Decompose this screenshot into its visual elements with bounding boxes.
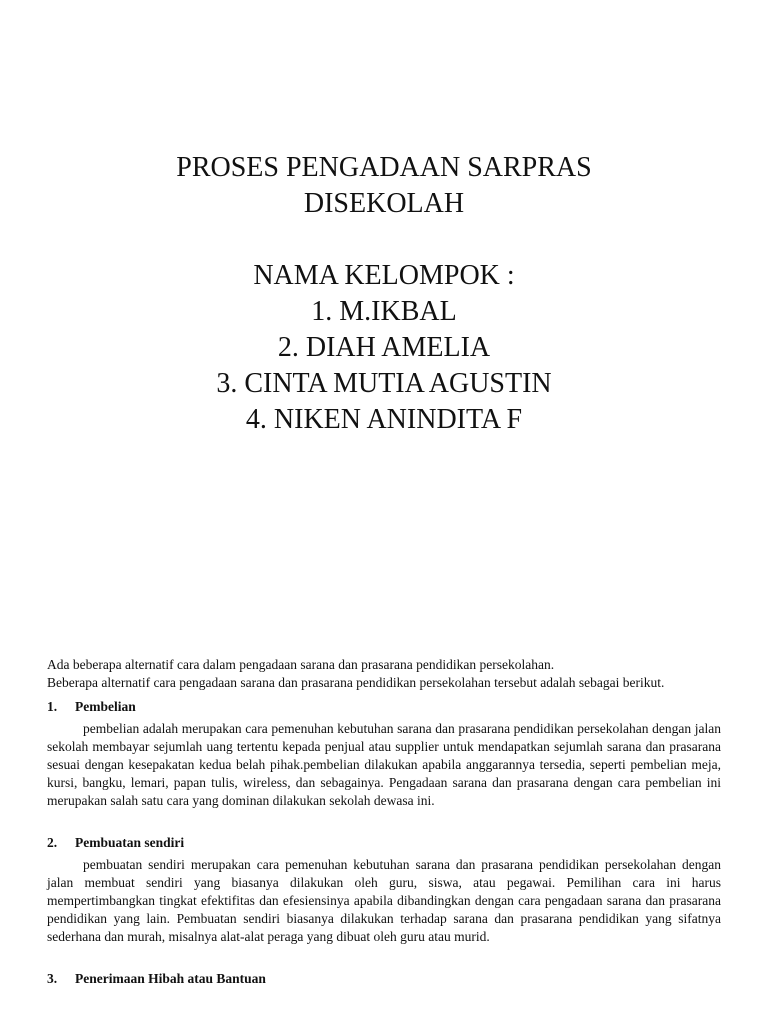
section-heading-pembelian	[47, 698, 721, 716]
section-body-pembelian: pembelian adalah merupakan cara pemenuhan kebutuhan sarana dan prasarana pendidikan persekolahan dengan jalan sekolah membayar sejumlah uang tertentu kepada penjual atau supplier untuk mendapatkan sejumlah sarana dan prasarana sesuai dengan kesepakatan kedua belah pihak.pembelian dilakukan apabila anggarannya tersedia, seperti pembelian meja, kursi, bangku, lemari, papan tulis, wireless, dan sebagainya. Pengadaan sarana dan prasarana dengan cara pembelian ini merupakan salah satu cara yang dominan dilakukan sekolah dewasa ini.	[47, 721, 721, 808]
section-title: Pembuatan sendiri	[75, 835, 185, 850]
section-number: 3.	[47, 971, 58, 986]
title-spacer	[0, 222, 768, 258]
intro-paragraph-1: Ada beberapa alternatif cara dalam pengadaan sarana dan prasarana pendidikan persekolahan.	[47, 657, 555, 672]
section-body-pembuatan-sendiri: pembuatan sendiri merupakan cara pemenuhan kebutuhan sarana dan prasarana pendidikan persekolahan dengan jalan membuat sendiri yang biasanya dilakukan oleh guru, siswa, atau pegawai. Pemilihan cara ini harus mempertimbangkan tingkat efektifitas dan efesiensinya apabila dibandingkan dengan cara pengadaan sarana dan prasarana pendidikan yang lain. Pembuatan sendiri biasanya dilakukan terhadap sarana dan prasarana pendidikan yang sifatnya sederhana dan murah, misalnya alat-alat peraga yang dibuat oleh guru atau murid.	[47, 857, 721, 944]
intro-paragraph-2: Beberapa alternatif cara pengadaan sarana dan prasarana pendidikan persekolahan tersebut adalah sebagai berikut.	[47, 675, 665, 690]
title-block	[0, 150, 768, 438]
member-1: 1. M.IKBAL	[311, 296, 457, 327]
section-heading-pembuatan-sendiri	[47, 834, 721, 852]
section-number: 1.	[47, 699, 58, 714]
section-title: Pembelian	[75, 699, 136, 714]
body-text	[47, 656, 721, 992]
title-line-1: PROSES PENGADAAN SARPRAS	[176, 152, 592, 183]
section-title: Penerimaan Hibah atau Bantuan	[75, 971, 266, 986]
section-gap	[47, 810, 721, 828]
section-heading-hibah	[47, 970, 721, 988]
member-2: 2. DIAH AMELIA	[277, 332, 491, 363]
member-3: 3. CINTA MUTIA AGUSTIN	[216, 368, 552, 399]
section-number: 2.	[47, 835, 58, 850]
group-label: NAMA KELOMPOK :	[253, 260, 515, 291]
section-gap	[47, 946, 721, 964]
member-4: 4. NIKEN ANINDITA F	[245, 404, 523, 435]
title-line-2: DISEKOLAH	[303, 188, 465, 219]
